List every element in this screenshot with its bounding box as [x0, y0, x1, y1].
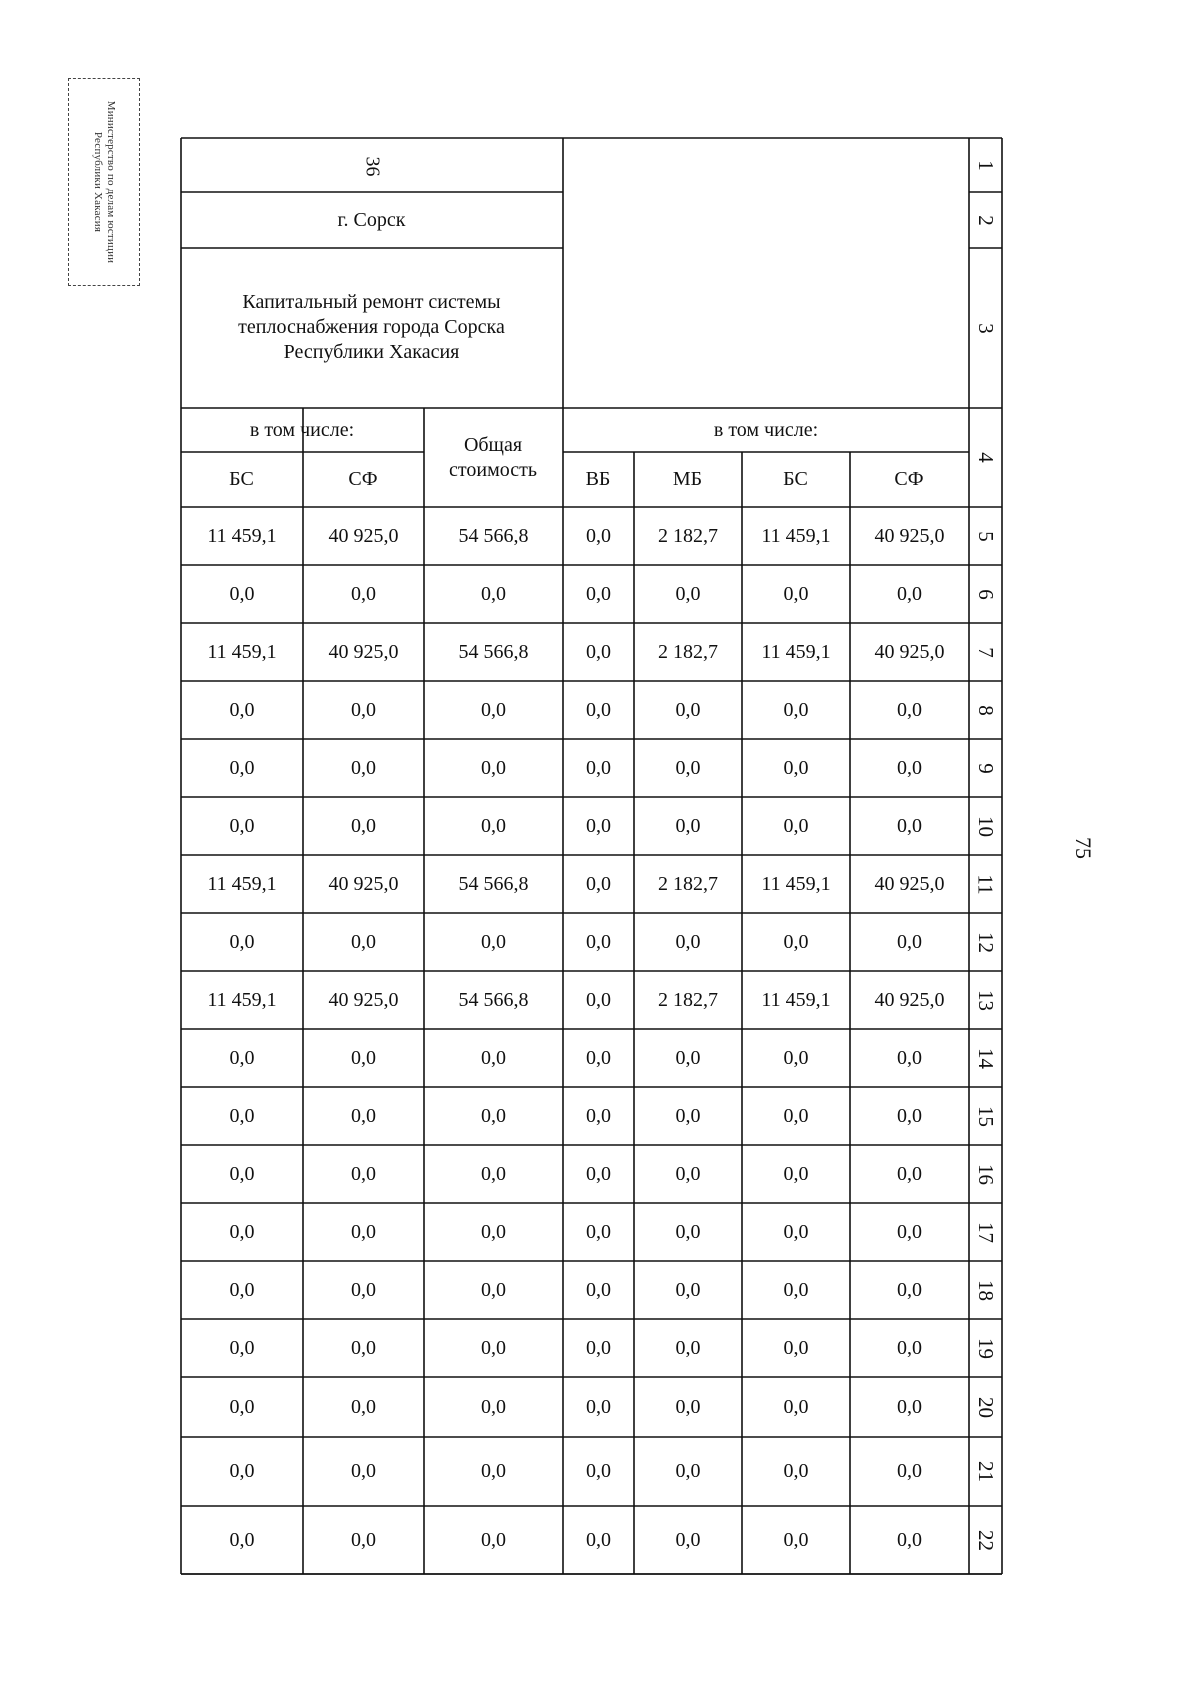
table-cell: 40 925,0 [328, 872, 399, 895]
row-number-text: 1 [974, 159, 998, 171]
row-number [969, 1261, 1002, 1319]
table-cell: 0,0 [351, 1336, 376, 1359]
table-cell: 0,0 [229, 1336, 255, 1359]
table-cell: 0,0 [586, 756, 611, 779]
table-cell: 0,0 [351, 1220, 376, 1243]
row-number-text: 6 [974, 588, 998, 600]
row-number [969, 913, 1002, 971]
row-number-text: 14 [974, 1047, 998, 1069]
table-cell: 0,0 [897, 1046, 922, 1069]
table-cell: 11 459,1 [761, 988, 831, 1011]
table-cell: 0,0 [481, 1336, 506, 1359]
row-number [969, 739, 1002, 797]
table-cell: 40 925,0 [874, 988, 945, 1011]
row-number [969, 623, 1002, 681]
table-cell: 0,0 [481, 1278, 506, 1301]
row-number [969, 192, 1002, 248]
row-number [969, 565, 1002, 623]
table-cell: 0,0 [351, 814, 376, 837]
table-cell: 0,0 [351, 1460, 376, 1482]
table-cell: 0,0 [783, 582, 809, 605]
table-cell: 2 182,7 [658, 524, 718, 547]
row-number-text: 18 [974, 1279, 998, 1301]
table-cell: 0,0 [783, 814, 809, 837]
row-number [969, 681, 1002, 739]
table-cell: 0,0 [897, 1460, 922, 1482]
table-cell: 40 925,0 [874, 872, 945, 895]
table-cell: 0,0 [229, 1528, 255, 1551]
table-cell: 0,0 [586, 930, 611, 953]
table-cell: 0,0 [481, 1162, 506, 1185]
table-cell: 40 925,0 [328, 988, 399, 1011]
table-cell: 0,0 [897, 1395, 922, 1418]
table-cell: 0,0 [351, 698, 376, 721]
row-number-text: 10 [974, 815, 998, 837]
table-cell: 0,0 [897, 756, 922, 779]
left-group-header: в том числе: [249, 418, 355, 441]
table-cell: 11 459,1 [207, 872, 277, 895]
row-number-text: 5 [974, 530, 998, 542]
table-cell: 0,0 [586, 1220, 611, 1243]
total-cost-header: Общая стоимость [449, 434, 537, 481]
table-cell: 0,0 [675, 814, 701, 837]
table-cell: 0,0 [675, 698, 701, 721]
page-number: 75 [1071, 837, 1096, 859]
table-cell: 0,0 [351, 756, 376, 779]
table-cell: 0,0 [351, 930, 376, 953]
col-header-sf: СФ [348, 468, 378, 490]
table-cell: 0,0 [897, 698, 922, 721]
top-row-number-text: 36 [361, 156, 383, 177]
table-cell: 0,0 [675, 930, 701, 953]
table-cell: 0,0 [783, 1104, 809, 1127]
table-cell: 11 459,1 [207, 988, 277, 1011]
table-cell: 0,0 [783, 1220, 809, 1243]
table-cell: 0,0 [783, 698, 809, 721]
table-cell: 0,0 [229, 1104, 255, 1127]
table-cell: 0,0 [897, 1104, 922, 1127]
table-cell: 0,0 [481, 1104, 506, 1127]
table-cell: 0,0 [897, 1162, 922, 1185]
table-cell: 0,0 [897, 1278, 922, 1301]
table-cell: 0,0 [229, 1220, 255, 1243]
table-cell: 0,0 [675, 1104, 701, 1127]
col-header-bs-2: БС [783, 468, 808, 490]
table-cell: 0,0 [351, 1162, 376, 1185]
row-number [969, 507, 1002, 565]
row-number-text: 20 [974, 1396, 998, 1418]
table-cell: 11 459,1 [761, 524, 831, 547]
table-cell: 0,0 [897, 814, 922, 837]
row-number [969, 1437, 1002, 1506]
row-number [969, 855, 1002, 913]
table-cell: 0,0 [229, 1460, 255, 1482]
row-number-text: 11 [973, 873, 998, 895]
table-cell: 0,0 [351, 1278, 376, 1301]
table-cell: 0,0 [675, 1528, 701, 1551]
row-number [969, 1145, 1002, 1203]
table-cell: 0,0 [229, 698, 255, 721]
table-cell: 40 925,0 [328, 524, 399, 547]
table-cell: 0,0 [783, 1528, 809, 1551]
table-cell: 0,0 [351, 1104, 376, 1127]
table-cell: 0,0 [229, 1395, 255, 1418]
table-cell: 0,0 [897, 1336, 922, 1359]
table-cell: 0,0 [897, 930, 922, 953]
row-number-text: 8 [974, 704, 998, 716]
row-number [969, 138, 1002, 192]
table-cell: 0,0 [586, 1336, 611, 1359]
table-cell: 0,0 [229, 582, 255, 605]
table-cell: 0,0 [481, 582, 506, 605]
row-number [969, 1087, 1002, 1145]
table-cell: 0,0 [586, 872, 611, 895]
row-number-text: 21 [974, 1461, 998, 1482]
table-cell: 11 459,1 [761, 872, 831, 895]
row-number-text: 7 [974, 646, 998, 658]
table-cell: 0,0 [675, 582, 701, 605]
table-cell: 0,0 [481, 1395, 506, 1418]
table-cell: 54 566,8 [458, 524, 529, 547]
table-cell: 0,0 [586, 698, 611, 721]
table-cell: 0,0 [481, 1220, 506, 1243]
stamp-text: Министерство по делам юстиции Республики Хакасия [92, 100, 117, 264]
table-cell: 0,0 [675, 1162, 701, 1185]
table-cell: 54 566,8 [458, 988, 529, 1011]
table-cell: 0,0 [351, 1046, 376, 1069]
table-cell: 0,0 [229, 756, 255, 779]
row-number-text: 13 [974, 989, 998, 1011]
table-cell: 0,0 [675, 756, 701, 779]
row-number [969, 797, 1002, 855]
table-cell: 0,0 [586, 1104, 611, 1127]
table-cell: 40 925,0 [328, 640, 399, 663]
table-cell: 40 925,0 [874, 640, 945, 663]
row-number [969, 1319, 1002, 1377]
row-number-text: 15 [974, 1105, 998, 1127]
table-cell: 0,0 [586, 524, 611, 547]
table-cell: 0,0 [783, 930, 809, 953]
table-cell: 0,0 [229, 814, 255, 837]
table-cell: 0,0 [897, 1528, 922, 1551]
table-cell: 0,0 [783, 1460, 809, 1482]
row-number [969, 408, 1002, 507]
table-cell: 0,0 [586, 1395, 611, 1418]
table-cell: 11 459,1 [207, 640, 277, 663]
table-cell: 0,0 [586, 1046, 611, 1069]
row-number-text: 17 [974, 1221, 998, 1243]
table-cell: 0,0 [783, 1162, 809, 1185]
table-cell: 0,0 [586, 988, 611, 1011]
table-cell: 0,0 [229, 1162, 255, 1185]
row-number [969, 248, 1002, 408]
table-cell: 0,0 [229, 1278, 255, 1301]
table-cell: 0,0 [481, 698, 506, 721]
row-number-text: 22 [974, 1529, 998, 1551]
table-cell: 0,0 [481, 930, 506, 953]
col-header-sf-2: СФ [894, 468, 924, 490]
table-cell: 0,0 [586, 640, 611, 663]
row-number-text: 9 [974, 762, 998, 774]
table-cell: 0,0 [675, 1395, 701, 1418]
row-number-text: 3 [974, 322, 998, 334]
table-cell: 0,0 [675, 1336, 701, 1359]
row-number-text: 4 [974, 452, 998, 463]
table-cell: 2 182,7 [658, 988, 718, 1011]
table-cell: 0,0 [586, 1162, 611, 1185]
row-number-text: 2 [974, 214, 998, 226]
table-cell: 2 182,7 [658, 640, 718, 663]
table-cell: 2 182,7 [658, 872, 718, 895]
table-cell: 0,0 [481, 1046, 506, 1069]
table-cell: 11 459,1 [207, 524, 277, 547]
table-cell: 0,0 [586, 582, 611, 605]
table-cell: 0,0 [783, 1395, 809, 1418]
table-cell: 11 459,1 [761, 640, 831, 663]
table-cell: 0,0 [783, 1046, 809, 1069]
table-cell: 54 566,8 [458, 640, 529, 663]
row-number-text: 19 [974, 1337, 998, 1359]
table-cell: 0,0 [229, 1046, 255, 1069]
table-cell: 0,0 [783, 1278, 809, 1301]
table-cell: 0,0 [586, 1528, 611, 1551]
table-cell: 0,0 [351, 582, 376, 605]
project-title: Капитальный ремонт системы теплоснабжения города Сорска Республики Хакасия [238, 291, 505, 363]
row-number [969, 1029, 1002, 1087]
table-cell: 0,0 [586, 1278, 611, 1301]
table-cell: 0,0 [675, 1278, 701, 1301]
table-cell: 0,0 [481, 814, 506, 837]
top-row-number [181, 141, 562, 192]
table-cell: 0,0 [586, 814, 611, 837]
table-cell: 0,0 [351, 1528, 376, 1551]
table-cell: 0,0 [897, 582, 922, 605]
row-number [969, 1203, 1002, 1261]
table-cell: 0,0 [586, 1460, 611, 1482]
table-cell: 0,0 [783, 756, 809, 779]
row-number-text: 12 [974, 931, 998, 953]
row-number [969, 1506, 1002, 1574]
col-header-vb: ВБ [585, 468, 611, 490]
row-number [969, 1377, 1002, 1437]
table-cell: 0,0 [675, 1220, 701, 1243]
table-cell: 0,0 [783, 1336, 809, 1359]
registration-stamp [68, 78, 140, 286]
col-header-bs: БС [229, 468, 254, 490]
table-cell: 0,0 [229, 930, 255, 953]
table-cell: 0,0 [351, 1395, 376, 1418]
row-number [969, 971, 1002, 1029]
table-cell: 0,0 [481, 1528, 506, 1551]
row-number-text: 16 [974, 1163, 998, 1185]
table-cell: 0,0 [481, 756, 506, 779]
table-cell: 0,0 [675, 1046, 701, 1069]
table-cell: 0,0 [675, 1460, 701, 1482]
table-cell: 0,0 [897, 1220, 922, 1243]
right-group-header: в том числе: [713, 418, 819, 441]
table-cell: 0,0 [481, 1460, 506, 1482]
table-cell: 54 566,8 [458, 872, 529, 895]
col-header-mb: МБ [672, 468, 703, 490]
city-name: г. Сорск [337, 209, 406, 231]
table-cell: 40 925,0 [874, 524, 945, 547]
